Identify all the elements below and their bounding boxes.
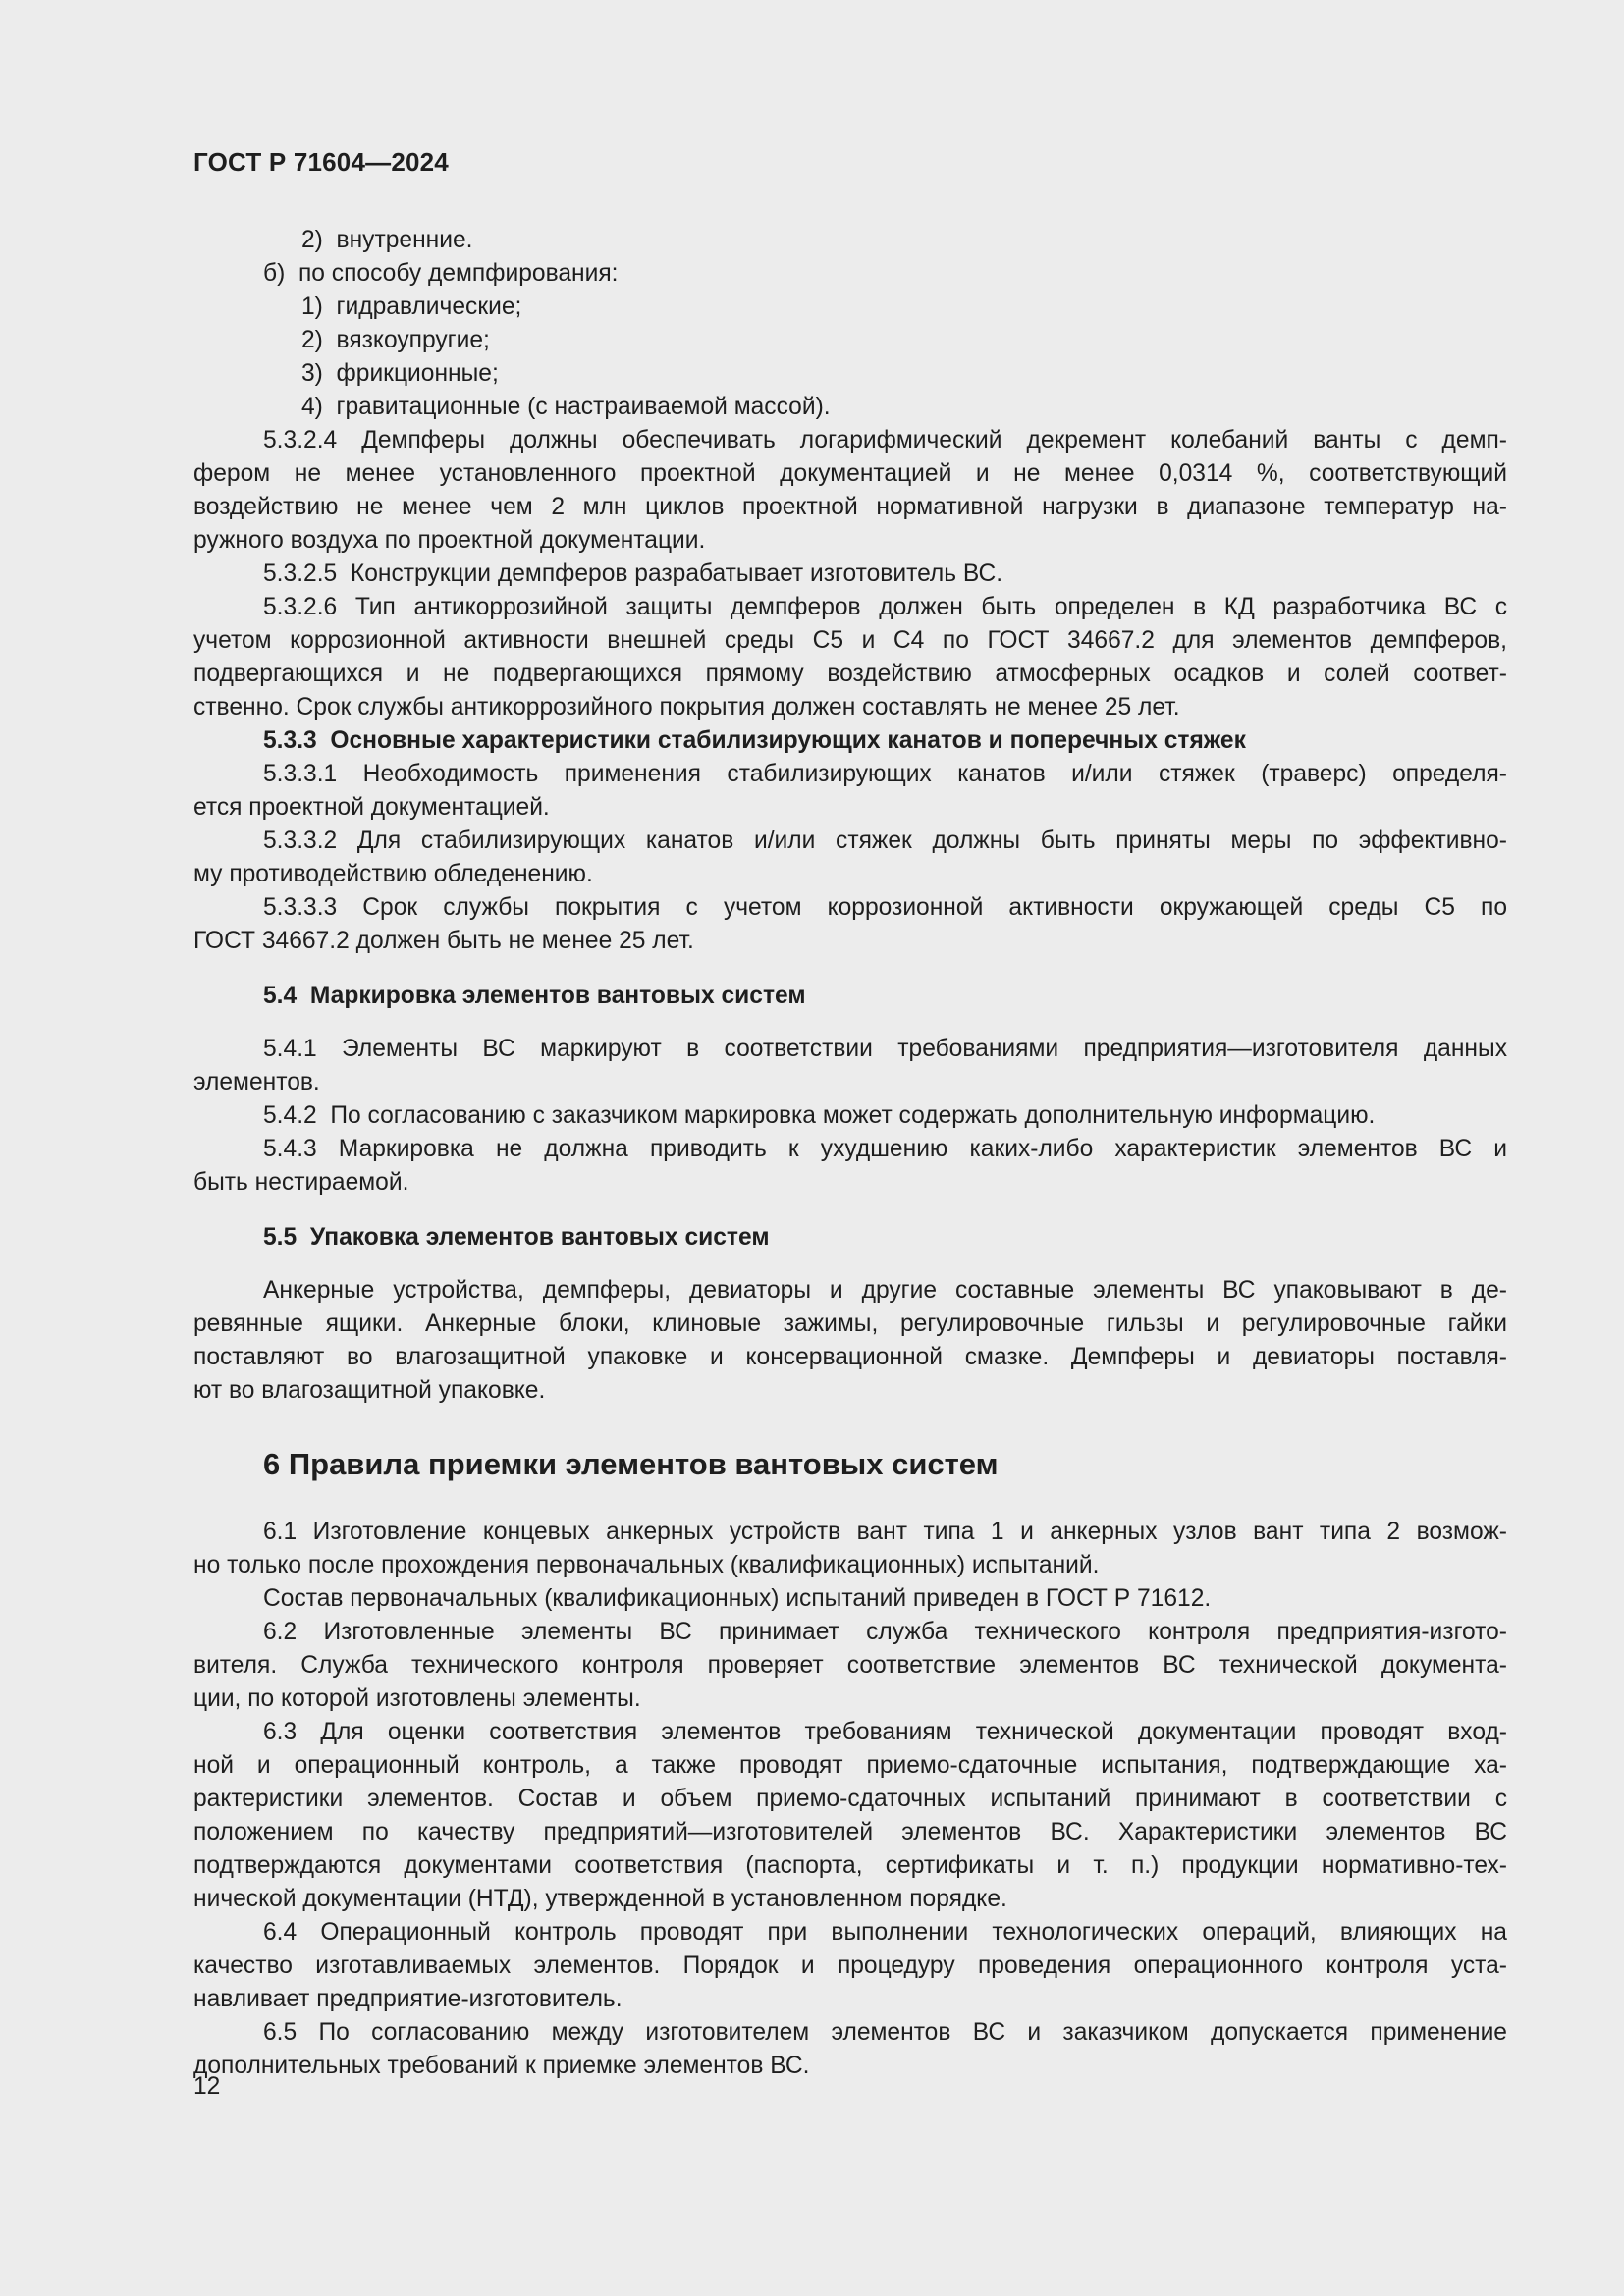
- paragraph-line: 5.3.2.6 Тип антикоррозийной защиты демпферов должен быть определен в КД разработчика ВС с: [263, 594, 1507, 620]
- list-item: 2) внутренние.: [301, 227, 473, 253]
- paragraph-line: рактеристики элементов. Состав и объем приемо-сдаточных испытаний принимают в соответствии с: [193, 1786, 1507, 1812]
- list-item: 3) фрикционные;: [301, 360, 499, 387]
- paragraph-line: 6.4 Операционный контроль проводят при выполнении технологических операций, влияющих на: [263, 1919, 1507, 1946]
- paragraph-line: Состав первоначальных (квалификационных) испытаний приведен в ГОСТ Р 71612.: [263, 1585, 1212, 1612]
- paragraph-line: положением по качеству предприятий—изготовителей элементов ВС. Характеристики элементов ВС: [193, 1819, 1507, 1845]
- paragraph-line: 6.5 По согласованию между изготовителем элементов ВС и заказчиком допускается применение: [263, 2019, 1507, 2046]
- paragraph-line: 6.3 Для оценки соответствия элементов требованиям технической документации проводят вход-: [263, 1719, 1507, 1745]
- list-item: 2) вязкоупругие;: [301, 327, 490, 353]
- paragraph-line: 5.3.2.4 Демпферы должны обеспечивать логарифмический декремент колебаний ванты с демп-: [263, 427, 1507, 454]
- paragraph-line: быть нестираемой.: [193, 1169, 409, 1196]
- paragraph-line: 6.1 Изготовление концевых анкерных устройств вант типа 1 и анкерных узлов вант типа 2 возмож-: [263, 1519, 1507, 1545]
- paragraph-line: ственно. Срок службы антикоррозийного покрытия должен составлять не менее 25 лет.: [193, 694, 1180, 721]
- paragraph-line: ГОСТ 34667.2 должен быть не менее 25 лет.: [193, 928, 694, 954]
- section-heading-5-5: 5.5 Упаковка элементов вантовых систем: [263, 1224, 770, 1251]
- paragraph-line: поставляют во влагозащитной упаковке и консервационной смазке. Демпферы и девиаторы поставля-: [193, 1344, 1507, 1370]
- document-body: [193, 224, 1507, 2083]
- paragraph-line: навливает предприятие-изготовитель.: [193, 1986, 623, 2012]
- paragraph-line: нической документации (НТД), утвержденной в установленном порядке.: [193, 1886, 1007, 1912]
- paragraph-line: подвергающихся и не подвергающихся прямому воздействию атмосферных осадков и солей соответ-: [193, 661, 1507, 687]
- page-number: 12: [193, 2073, 221, 2100]
- paragraph-line: 5.3.3.1 Необходимость применения стабилизирующих канатов и/или стяжек (траверс) определя-: [263, 761, 1507, 787]
- section-heading-5-4: 5.4 Маркировка элементов вантовых систем: [263, 983, 806, 1009]
- paragraph-line: ется проектной документацией.: [193, 794, 550, 821]
- paragraph-line: 5.4.2 По согласованию с заказчиком маркировка может содержать дополнительную информацию.: [263, 1102, 1376, 1129]
- paragraph-line: 5.4.1 Элементы ВС маркируют в соответствии требованиями предприятия—изготовителя данных: [263, 1036, 1507, 1062]
- paragraph-line: фером не менее установленного проектной документацией и не менее 0,0314 %, соответствующий: [193, 460, 1507, 487]
- paragraph-line: 5.3.3.2 Для стабилизирующих канатов и/или стяжек должны быть приняты меры по эффективно-: [263, 828, 1507, 854]
- paragraph-line: качество изготавливаемых элементов. Порядок и процедуру проведения операционного контроля уста-: [193, 1952, 1507, 1979]
- paragraph-line: му противодействию обледенению.: [193, 861, 593, 887]
- paragraph-line: 5.3.2.5 Конструкции демпферов разрабатывает изготовитель ВС.: [263, 561, 1003, 587]
- paragraph-line: вителя. Служба технического контроля проверяет соответствие элементов ВС технической документа-: [193, 1652, 1507, 1679]
- paragraph-line: ной и операционный контроль, а также проводят приемо-сдаточные испытания, подтверждающие ха-: [193, 1752, 1507, 1779]
- paragraph-line: ют во влагозащитной упаковке.: [193, 1377, 546, 1404]
- document-code-header: ГОСТ Р 71604—2024: [193, 147, 449, 177]
- paragraph-line: воздействию не менее чем 2 млн циклов проектной нормативной нагрузки в диапазоне температур на-: [193, 494, 1507, 520]
- paragraph-line: дополнительных требований к приемке элементов ВС.: [193, 2053, 810, 2079]
- paragraph-line: но только после прохождения первоначальных (квалификационных) испытаний.: [193, 1552, 1100, 1578]
- paragraph-line: учетом коррозионной активности внешней среды С5 и С4 по ГОСТ 34667.2 для элементов демпферов,: [193, 627, 1507, 654]
- paragraph-line: 5.4.3 Маркировка не должна приводить к ухудшению каких-либо характеристик элементов ВС и: [263, 1136, 1507, 1162]
- section-heading-6: 6 Правила приемки элементов вантовых систем: [263, 1447, 999, 1481]
- paragraph-line: 6.2 Изготовленные элементы ВС принимает служба технического контроля предприятия-изгото-: [263, 1619, 1507, 1645]
- subsection-heading: 5.3.3 Основные характеристики стабилизирующих канатов и поперечных стяжек: [263, 727, 1246, 754]
- paragraph-line: Анкерные устройства, демпферы, девиаторы и другие составные элементы ВС упаковывают в де-: [263, 1277, 1507, 1304]
- paragraph-line: подтверждаются документами соответствия (паспорта, сертификаты и т. п.) продукции нормативно-тех-: [193, 1852, 1507, 1879]
- paragraph-line: ружного воздуха по проектной документации.: [193, 527, 706, 554]
- list-item: б) по способу демпфирования:: [263, 260, 619, 287]
- paragraph-line: ревянные ящики. Анкерные блоки, клиновые зажимы, регулировочные гильзы и регулировочные гайки: [193, 1310, 1507, 1337]
- list-item: 1) гидравлические;: [301, 294, 522, 320]
- paragraph-line: ции, по которой изготовлены элементы.: [193, 1685, 641, 1712]
- paragraph-line: 5.3.3.3 Срок службы покрытия с учетом коррозионной активности окружающей среды С5 по: [263, 894, 1507, 921]
- list-item: 4) гравитационные (с настраиваемой массой).: [301, 394, 831, 420]
- paragraph-line: элементов.: [193, 1069, 320, 1095]
